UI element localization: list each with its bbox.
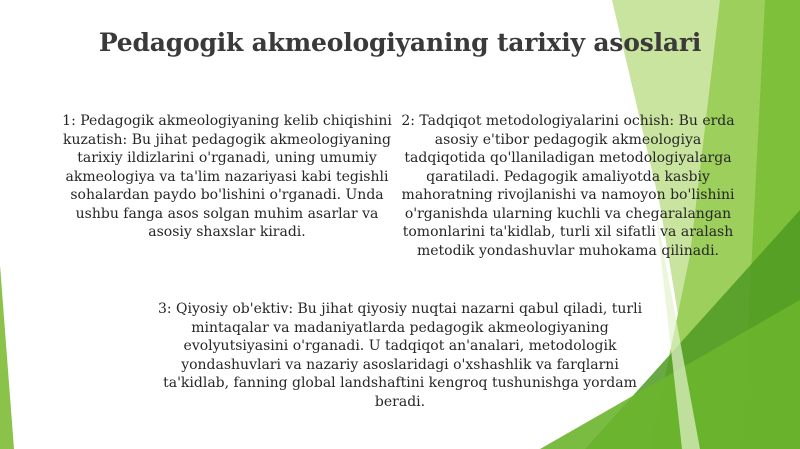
slide-title: Pedagogik akmeologiyaning tarixiy asoslari [98, 28, 702, 57]
paragraph-historical-origins: 1: Pedagogik akmeologiyaning kelib chiqishini kuzatish: Bu jihat pedagogik akmeologiyaning tarixiy ildizlarini o'rganadi, uning umumiy akmeologiya va ta'lim nazariyasi kabi tegishli sohalardan paydo bo'lishini o'rganadi. Unda ushbu fanga asos solgan muhim asarlar va asosiy shaxslar kiradi. [62, 113, 392, 240]
left-sliver-shape [0, 265, 14, 449]
paragraph-comparative-perspective: 3: Qiyosiy ob'ektiv: Bu jihat qiyosiy nuqtai nazarni qabul qiladi, turli mintaqalar va madaniyatlarda pedagogik akmeologiyaning evolyutsiyasini o'rganadi. U tadqiqot an'analari, metodologik yondashuvlari va nazariy asoslaridagi o'xshashlik va farqlarni ta'kidlab, fanning global landshaftini kengroq tushunishga yordam beradi. [157, 301, 643, 410]
paragraph-research-methodologies: 2: Tadqiqot metodologiyalarini ochish: Bu erda asosiy e'tibor pedagogik akmeologiya tadqiqotida qo'llaniladigan metodologiyalarga qaratiladi. Pedagogik amaliyotda kasbiy mahoratning rivojlanishi va namoyon bo'lishini o'rganishda ularning kuchli va chegaralangan tomonlarini ta'kidlab, turli xil sifatli va aralash metodik yondashuvlar muhokama qilinadi. [401, 113, 735, 259]
